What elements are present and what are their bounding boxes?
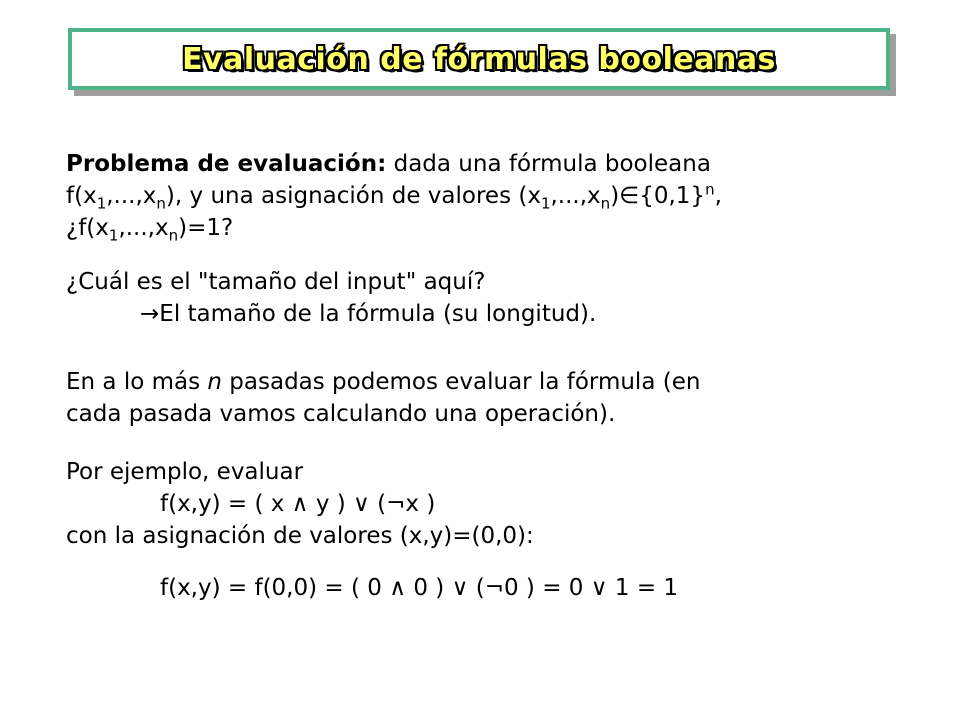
problem-line-2: $f(x_1,...,x_n)$, y una asignación de valores $(x_1,...,x_n)\in\{0,1\}^n$, [66,180,722,213]
slide-content [66,148,926,604]
passes-line-2: cada pasada vamos calculando una operación). [66,401,616,427]
arrow-icon: → [140,301,160,327]
example-assign: con la asignación de valores (x,y)=(0,0): [66,523,534,549]
example-formula: f(x,y) = ( x ∧ y ) ∨ (¬x ) [160,491,436,517]
title-box [68,28,890,90]
question-line: ¿Cuál es el "tamaño del input" aquí? [66,269,486,295]
problem-line-1 [66,148,926,180]
passes-line-1 [66,366,926,398]
answer-text: El tamaño de la fórmula (su longitud). [159,301,597,327]
answer-line [66,298,926,330]
passes-post: pasadas podemos evaluar la fórmula (en [221,369,701,395]
problem-label: Problema de evaluación: [66,151,387,177]
problem-line-3: ¿$f(x_1,...,x_n)=1$? [66,215,234,245]
slide-title: Evaluación de fórmulas booleanas [182,41,776,77]
example-result: f(x,y) = f(0,0) = ( 0 ∧ 0 ) ∨ (¬0 ) = 0 ∨ 1 = 1 [160,575,679,601]
problem-text-1: dada una fórmula booleana [386,151,711,177]
example-intro: Por ejemplo, evaluar [66,459,304,485]
passes-n: n [207,369,222,395]
passes-pre: En a lo más [66,369,208,395]
